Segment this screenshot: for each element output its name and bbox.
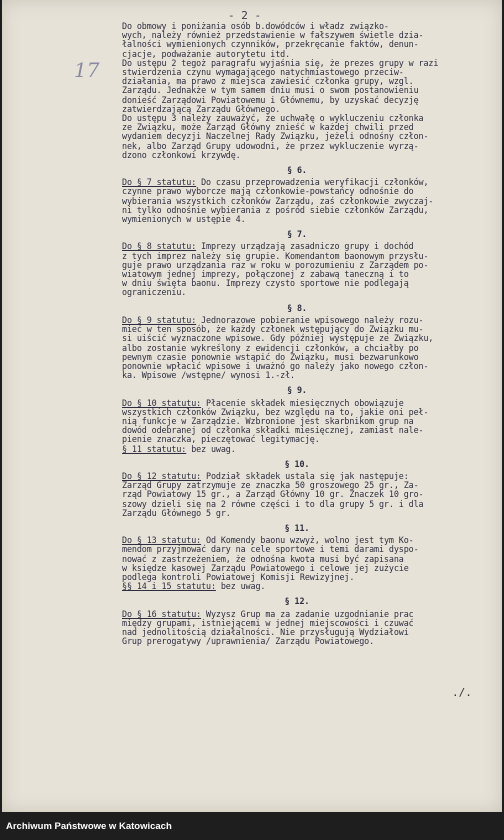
text-line: mieć w ten sposób, że każdy członek wstępujący do Związku mu- bbox=[122, 324, 424, 335]
text-line: działania, ma prawo z miejsca zawiesić członka grupy, wzgl. bbox=[122, 76, 414, 87]
document-body bbox=[122, 22, 502, 646]
text-line: z tych imprez należy się grupie. Komendantom baonowym przysłu- bbox=[122, 250, 429, 261]
text-line: pewnym czasie ponownie wstąpić do Związku, musi bezwarunkowo bbox=[122, 351, 419, 362]
section-heading: § 8. bbox=[287, 302, 307, 313]
text-line: w księdze kasowej Zarządu Powiatowego i celowe jej zużycie bbox=[122, 562, 409, 573]
text-line: Do § 13 statutu: Od Komendy baonu wzwyż, wolno jest tym Ko- bbox=[122, 535, 414, 546]
document-page bbox=[2, 0, 502, 812]
text-line: donieść Zarządowi Powiatowemu i Głównemu, by uzyskać decyzję bbox=[122, 94, 419, 105]
text-line: Do ustępu 3 należy zauważyć, że uchwałę o wykluczeniu członka bbox=[122, 113, 424, 124]
text-line: nować z zastrzeżeniem, że odnośna kwota musi być zapisana bbox=[122, 553, 404, 564]
text-line: podlega kontroli Powiatowej Komisji Rewizyjnej. bbox=[122, 571, 355, 582]
text-line: Do ustępu 2 tegoż paragrafu wyjaśnia się, że prezes grupy w razi bbox=[122, 57, 439, 68]
text-line: wybierania wszystkich członków Zarządu, zaś członkowie zwyczaj- bbox=[122, 195, 434, 206]
text-line: wszystkich członków Związku, bez względu na to, jakie oni peł- bbox=[122, 406, 429, 417]
text-line: Do obmowy i poniżania osób b.dowódców i władz związko- bbox=[122, 21, 389, 31]
text-line: rząd Powiatowy 15 gr., a Zarząd Główny 10 gr. Znaczek 10 gro- bbox=[122, 489, 424, 500]
text-line: Do § 7 statutu: Do czasu przeprowadzenia weryfikacji członków, bbox=[122, 177, 429, 188]
text-line: ni tylko odnośnie wybierania z pośród siebie członków Zarządu, bbox=[122, 204, 429, 215]
text-line: Zarządu. Jednakże w tym samem dniu musi o swom postanowieniu bbox=[122, 85, 419, 96]
text-line: ze Związku, może Zarząd Główny znieść w każdej chwili przed bbox=[122, 122, 414, 133]
text-line: Do § 8 statutu: Imprezy urządzają zasadniczo grupy i dochód bbox=[122, 241, 414, 252]
archive-name: Archiwum Państwowe w Katowicach bbox=[6, 821, 172, 832]
closing-mark: ./. bbox=[452, 686, 472, 699]
text-line: łalności wymienionych czynników, przekręcanie faktów, denun- bbox=[122, 39, 419, 50]
handwritten-margin-note: 17 bbox=[74, 58, 100, 82]
text-line: §§ 14 i 15 statutu: bez uwag. bbox=[122, 581, 266, 592]
text-line: Grup prerogatywy /uprawnienia/ Zarządu Powiatowego. bbox=[122, 636, 375, 647]
text-line: nad jednolitością działalności. Nie przysługują Wydziałowi bbox=[122, 626, 409, 637]
text-line: Zarządu Głównego 5 gr. bbox=[122, 507, 231, 518]
section-heading: § 12. bbox=[284, 596, 310, 607]
text-line: wymienionych w ustępie 4. bbox=[122, 214, 246, 225]
text-line: mendom przyjmować dary na cele sportowe i temi darami dyspo- bbox=[122, 544, 419, 555]
text-line: ka. Wpisowe /wstępne/ wynosi 1.-zł. bbox=[122, 370, 295, 381]
text-line: Zarząd Grupy zatrzymuje ze znaczka 50 groszowego 25 gr., Za- bbox=[122, 480, 419, 491]
text-line: nią funkcje w Zarządzie. Wzbronione jest skarbnikom grup na bbox=[122, 415, 414, 426]
text-line: albo zostanie wykreślony z ewidencji członków, a chciałby po bbox=[122, 342, 419, 353]
text-line: czynne prawo wyborcze mają członkowie-powstańcy odnośnie do bbox=[122, 186, 414, 197]
section-heading: § 7. bbox=[287, 229, 307, 240]
text-line: zatwierdzającą Zarządu Głównego. bbox=[122, 103, 281, 114]
text-line: pienie znaczka, pieczętować legitymację. bbox=[122, 434, 320, 445]
section-heading: § 6. bbox=[287, 165, 307, 176]
text-line: dzono członkowi krzywdę. bbox=[122, 149, 241, 160]
text-line: si uiścić wyznaczone wpisowe. Gdy później występuje ze Związku, bbox=[122, 333, 434, 344]
text-line: szowy dzieli się na 2 równe części i to dla grupy 5 gr. i dla bbox=[122, 498, 424, 509]
text-line: Do § 10 statutu: Płacenie składek miesięcznych obowiązuje bbox=[122, 397, 404, 408]
text-line: między grupami, istniejącemi w jednej miejscowości i czuwać bbox=[122, 617, 414, 628]
text-line: stwierdzenia czynu wymagającego natychmiastowego przeciw- bbox=[122, 67, 404, 78]
text-line: Do § 12 statutu: Podział składek ustala się jak następuje: bbox=[122, 470, 409, 481]
text-line: guje prawo urządzania raz w roku w porozumieniu z Zarządem po- bbox=[122, 259, 429, 270]
page-number: - 2 - bbox=[228, 9, 262, 22]
section-heading: § 9. bbox=[287, 385, 307, 396]
text-line: nek, albo Zarząd Grupy udowodni, że przez wykluczenie wyrzą- bbox=[122, 140, 419, 151]
text-line: wiatowym jednej imprezy, połączonej z zabawą taneczną i to bbox=[122, 269, 409, 280]
text-line: wydaniem decyzji Naczelnej Rady Związku, jeżeli odnośny człon- bbox=[122, 131, 429, 142]
archive-footer bbox=[0, 812, 504, 840]
section-heading: § 10. bbox=[284, 458, 310, 469]
text-line: ograniczeniu. bbox=[122, 287, 187, 298]
text-line: § 11 statutu: bez uwag. bbox=[122, 443, 236, 454]
text-line: Do § 16 statutu: Wyzysz Grup ma za zadanie uzgodnianie prac bbox=[122, 608, 414, 619]
text-line: Do § 9 statutu: Jednorazowe pobieranie wpisowego należy rozu- bbox=[122, 314, 424, 325]
section-heading: § 11. bbox=[284, 522, 310, 533]
text-line: w dniu święta baonu. Imprezy czysto sportowe nie podlegają bbox=[122, 278, 409, 289]
text-line: wych, należy również przedstawienie w fałszywem świetle dzia- bbox=[122, 30, 424, 41]
text-line: dowód odebranej od członka składki miesięcznej, zamiast nale- bbox=[122, 425, 424, 436]
text-line: cjacje, podważanie autorytetu itd. bbox=[122, 48, 291, 59]
text-line: ponownie wpłacić wpisowe i uważnó go należy jako nowego człon- bbox=[122, 360, 429, 371]
